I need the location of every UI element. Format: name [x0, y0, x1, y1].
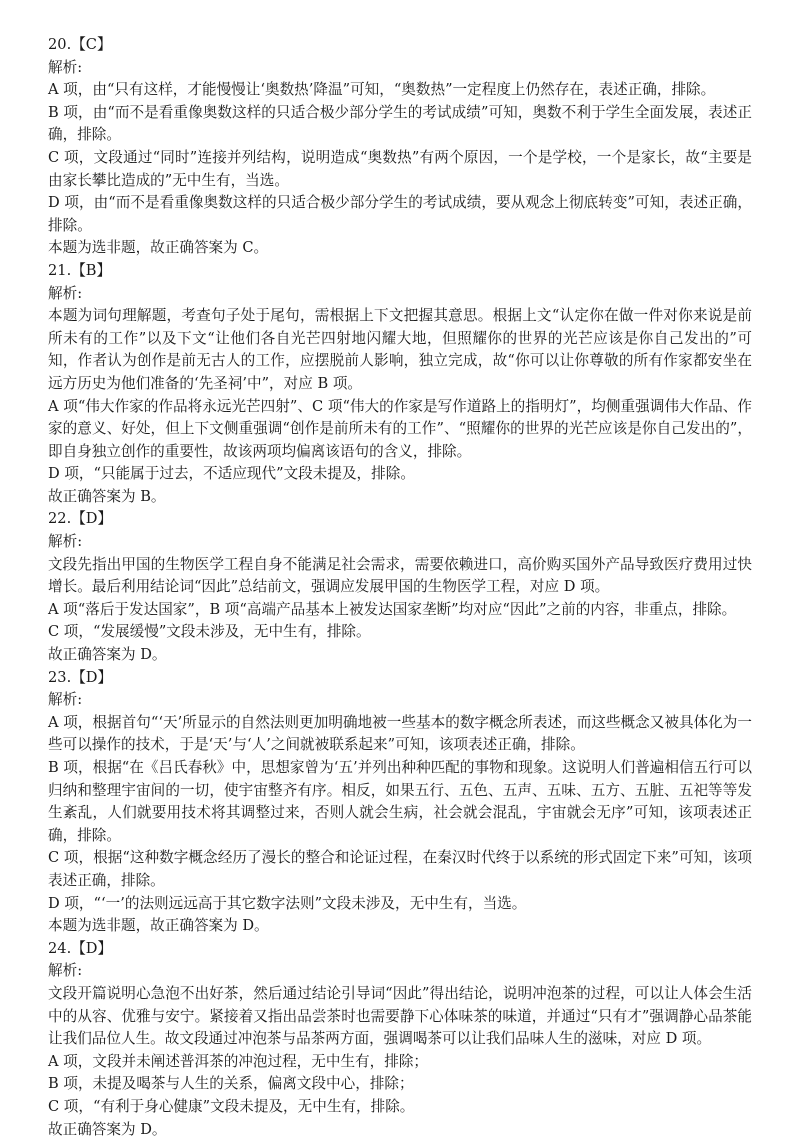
paragraph: 文段开篇说明心急泡不出好茶，然后通过结论引导词“因此”得出结论，说明冲泡茶的过程，可以让人体会生活中的从容、优雅与安宁。紧接着又指出品尝茶时也需要静下心体味茶的味道，并通过“只有才”强调静心品茶能让我们品位人生。故文段通过冲泡茶与品茶两方面，强调喝茶可以让我们品味人生的滋味，对应 D 项。: [48, 983, 752, 1051]
paragraph: B 项，由“而不是看重像奥数这样的只适合极少部分学生的考试成绩”可知，奥数不利于学生全面发展，表述正确，排除。: [48, 102, 752, 147]
question-22: [48, 508, 752, 666]
analysis-label: 解析:: [48, 689, 752, 712]
paragraph: A 项“伟大作家的作品将永远光芒四射”、C 项“伟大的作家是写作道路上的指明灯”，均侧重强调伟大作品、作家的意义、好处，但上下文侧重强调“创作是前所未有的工作”、“照耀你的世界的光芒应该是你自己发出的”，即自身独立创作的重要性，故该两项均偏离该语句的含义，排除。: [48, 396, 752, 464]
paragraph: A 项，根据首句“‘天’所显示的自然法则更加明确地被一些基本的数字概念所表述，而这些概念又被具体化为一些可以操作的技术，于是‘天’与‘人’之间就被联系起来”可知，该项表述正确，排除。: [48, 712, 752, 757]
paragraph: D 项，由“而不是看重像奥数这样的只适合极少部分学生的考试成绩，要从观念上彻底转变”可知，表述正确，排除。: [48, 192, 752, 237]
paragraph: C 项，根据“这种数字概念经历了漫长的整合和论证过程，在秦汉时代终于以系统的形式固定下来”可知，该项表述正确，排除。: [48, 847, 752, 892]
paragraph: C 项，文段通过“同时”连接并列结构，说明造成“奥数热”有两个原因，一个是学校，一个是家长，故“主要是由家长攀比造成的”无中生有，当选。: [48, 147, 752, 192]
paragraph: A 项，由“只有这样，才能慢慢让‘奥数热’降温”可知，“奥数热”一定程度上仍然存在，表述正确，排除。: [48, 79, 752, 102]
paragraph: C 项，“发展缓慢”文段未涉及，无中生有，排除。: [48, 621, 752, 644]
question-heading: 23.【D】: [48, 667, 752, 690]
paragraph: D 项，“只能属于过去，不适应现代”文段未提及，排除。: [48, 463, 752, 486]
paragraph: B 项，未提及喝茶与人生的关系，偏离文段中心，排除；: [48, 1073, 752, 1096]
paragraph: A 项，文段并未阐述普洱茶的冲泡过程，无中生有，排除；: [48, 1051, 752, 1074]
answer-line: 故正确答案为 D。: [48, 644, 752, 667]
analysis-label: 解析:: [48, 531, 752, 554]
answer-line: 本题为选非题，故正确答案为 D。: [48, 915, 752, 938]
paragraph: A 项“落后于发达国家”，B 项“高端产品基本上被发达国家垄断”均对应“因此”之前的内容，非重点，排除。: [48, 599, 752, 622]
paragraph: C 项，“有利于身心健康”文段未提及，无中生有，排除。: [48, 1096, 752, 1119]
answer-line: 故正确答案为 D。: [48, 1119, 752, 1141]
question-24: [48, 938, 752, 1141]
analysis-label: 解析:: [48, 283, 752, 306]
analysis-label: 解析:: [48, 960, 752, 983]
question-21: [48, 260, 752, 509]
question-20: [48, 34, 752, 260]
question-heading: 21.【B】: [48, 260, 752, 283]
answer-line: 本题为选非题，故正确答案为 C。: [48, 237, 752, 260]
analysis-label: 解析:: [48, 57, 752, 80]
paragraph: 本题为词句理解题，考查句子处于尾句，需根据上下文把握其意思。根据上文“认定你在做一件对你来说是前所未有的工作”以及下文“让他们各自光芒四射地闪耀大地，但照耀你的世界的光芒应该是你自己发出的”可知，作者认为创作是前无古人的工作，应摆脱前人影响，独立完成，故“你可以让你尊敬的所有作家都安坐在远方历史为他们准备的‘先圣祠’中”，对应 B 项。: [48, 305, 752, 395]
paragraph: 文段先指出甲国的生物医学工程自身不能满足社会需求，需要依赖进口，高价购买国外产品导致医疗费用过快增长。最后利用结论词“因此”总结前文，强调应发展甲国的生物医学工程，对应 D 项。: [48, 554, 752, 599]
question-heading: 20.【C】: [48, 34, 752, 57]
paragraph: B 项，根据“在《吕氏春秋》中，思想家曾为‘五’并列出种种匹配的事物和现象。这说明人们普遍相信五行可以归纳和整理宇宙间的一切，使宇宙整齐有序。相反，如果五行、五色、五声、五味、五方、五脏、五祀等等发生紊乱，人们就要用技术将其调整过来，否则人就会生病，社会就会混乱，宇宙就会无序”可知，该项表述正确，排除。: [48, 757, 752, 847]
question-23: [48, 667, 752, 938]
answer-line: 故正确答案为 B。: [48, 486, 752, 509]
question-heading: 22.【D】: [48, 508, 752, 531]
paragraph: D 项，“‘一’的法则远远高于其它数字法则”文段未涉及，无中生有，当选。: [48, 893, 752, 916]
question-heading: 24.【D】: [48, 938, 752, 961]
